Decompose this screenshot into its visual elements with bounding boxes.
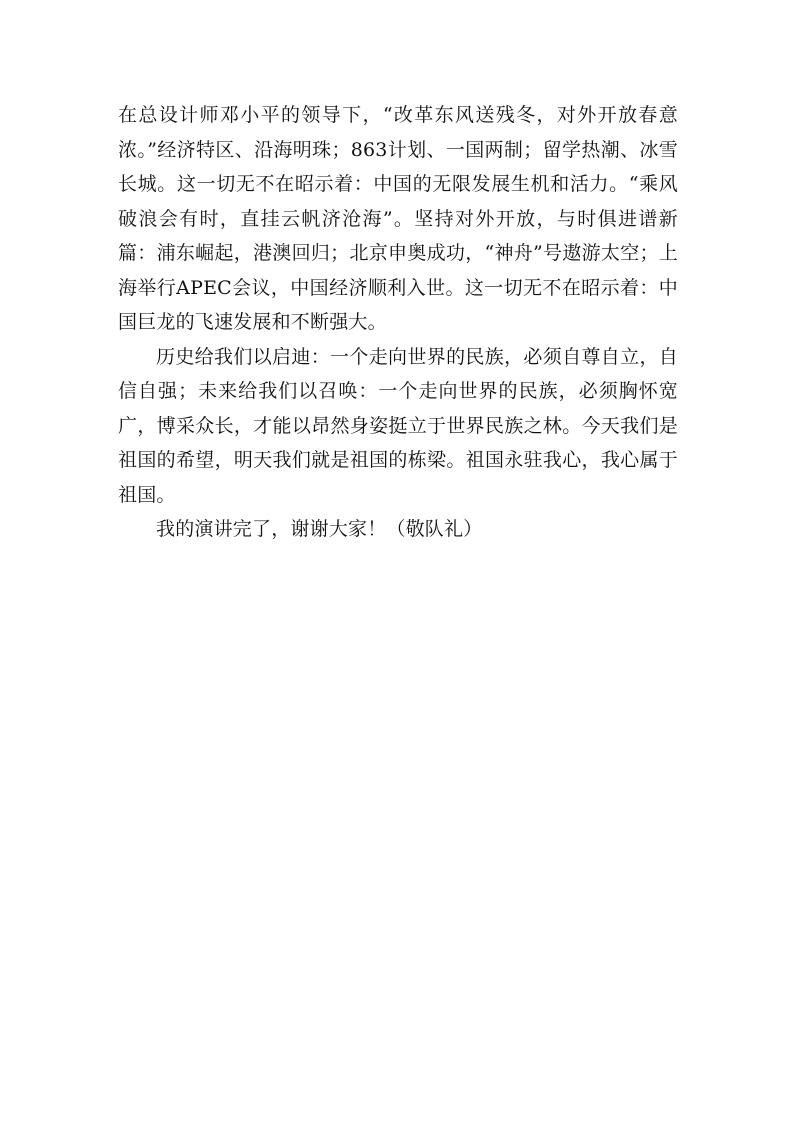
speech-body xyxy=(118,98,678,547)
paragraph-reform-opening: 在总设计师邓小平的领导下，“改革东风送残冬，对外开放春意浓。”经济特区、沿海明珠；863计划、一国两制；留学热潮、冰雪长城。这一切无不在昭示着：中国的无限发展生机和活力。“乘风破浪会有时，直挂云帆济沧海”。坚持对外开放，与时俱进谱新篇：浦东崛起，港澳回归；北京申奥成功，“神舟”号遨游太空；上海举行APEC会议，中国经济顺利入世。这一切无不在昭示着：中国巨龙的飞速发展和不断强大。 xyxy=(118,104,678,333)
paragraph-history-future: 历史给我们以启迪：一个走向世界的民族，必须自尊自立，自信自强；未来给我们以召唤：一个走向世界的民族，必须胸怀宽广，博采众长，才能以昂然身姿挺立于世界民族之林。今天我们是祖国的希望，明天我们就是祖国的栋梁。祖国永驻我心，我心属于祖国。 xyxy=(118,345,678,506)
paragraph-closing: 我的演讲完了，谢谢大家！（敬队礼） xyxy=(156,518,483,540)
